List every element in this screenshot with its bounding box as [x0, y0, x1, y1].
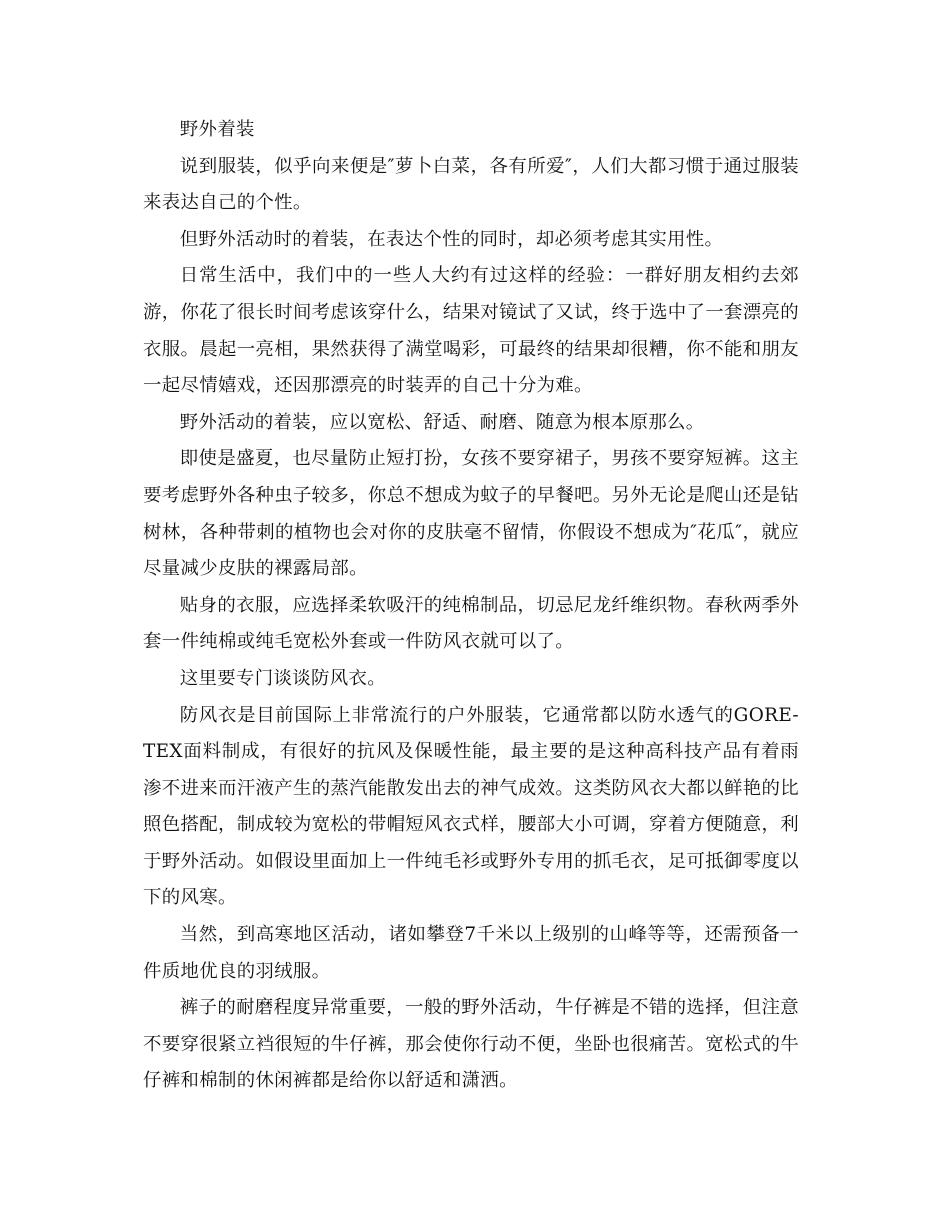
- paragraph: 日常生活中，我们中的一些人大约有过这样的经验：一群好朋友相约去郊游，你花了很长时间考虑该穿什么，结果对镜试了又试，终于选中了一套漂亮的衣服。晨起一亮相，果然获得了满堂喝彩，可最终的结果却很糟，你不能和朋友一起尽情嬉戏，还因那漂亮的时装弄的自己十分为难。: [143, 265, 799, 397]
- paragraph: 这里要专门谈谈防风衣。: [179, 667, 386, 689]
- paragraph: 说到服装，似乎向来便是″萝卜白菜，各有所爱″，人们大都习惯于通过服装来表达自己的个性。: [143, 155, 799, 214]
- paragraph: 即使是盛夏，也尽量防止短打扮，女孩不要穿裙子，男孩不要穿短裤。这主要考虑野外各种虫子较多，你总不想成为蚊子的早餐吧。另外无论是爬山还是钻树林，各种带刺的植物也会对你的皮肤毫不留情，你假设不想成为″花瓜″，就应尽量减少皮肤的裸露局部。: [143, 448, 799, 580]
- paragraph: 防风衣是目前国际上非常流行的户外服装，它通常都以防水透气的GORE-TEX面料制成，有很好的抗风及保暖性能，最主要的是这种高科技产品有着雨渗不进来而汗液产生的蒸汽能散发出去的神气成效。这类防风衣大都以鲜艳的比照色搭配，制成较为宽松的带帽短风衣式样，腰部大小可调，穿着方便随意，利于野外活动。如假设里面加上一件纯毛衫或野外专用的抓毛衣，足可抵御零度以下的风寒。: [143, 704, 799, 909]
- paragraph: 当然，到高寒地区活动，诸如攀登7千米以上级别的山峰等等，还需预备一件质地优良的羽绒服。: [143, 924, 799, 982]
- paragraph: 野外活动的着装，应以宽松、舒适、耐磨、随意为根本原那么。: [179, 411, 705, 433]
- paragraph: 贴身的衣服，应选择柔软吸汗的纯棉制品，切忌尼龙纤维织物。春秋两季外套一件纯棉或纯毛宽松外套或一件防风衣就可以了。: [143, 594, 799, 653]
- document-body: [143, 112, 799, 1100]
- paragraph: 裤子的耐磨程度异常重要，一般的野外活动，牛仔裤是不错的选择，但注意不要穿很紧立裆很短的牛仔裤，那会使你行动不便，坐卧也很痛苦。宽松式的牛仔裤和棉制的休闲裤都是给你以舒适和潇洒。: [143, 997, 799, 1092]
- paragraph: 但野外活动时的着装，在表达个性的同时，却必须考虑其实用性。: [179, 228, 724, 250]
- document-title: 野外着装: [179, 119, 255, 140]
